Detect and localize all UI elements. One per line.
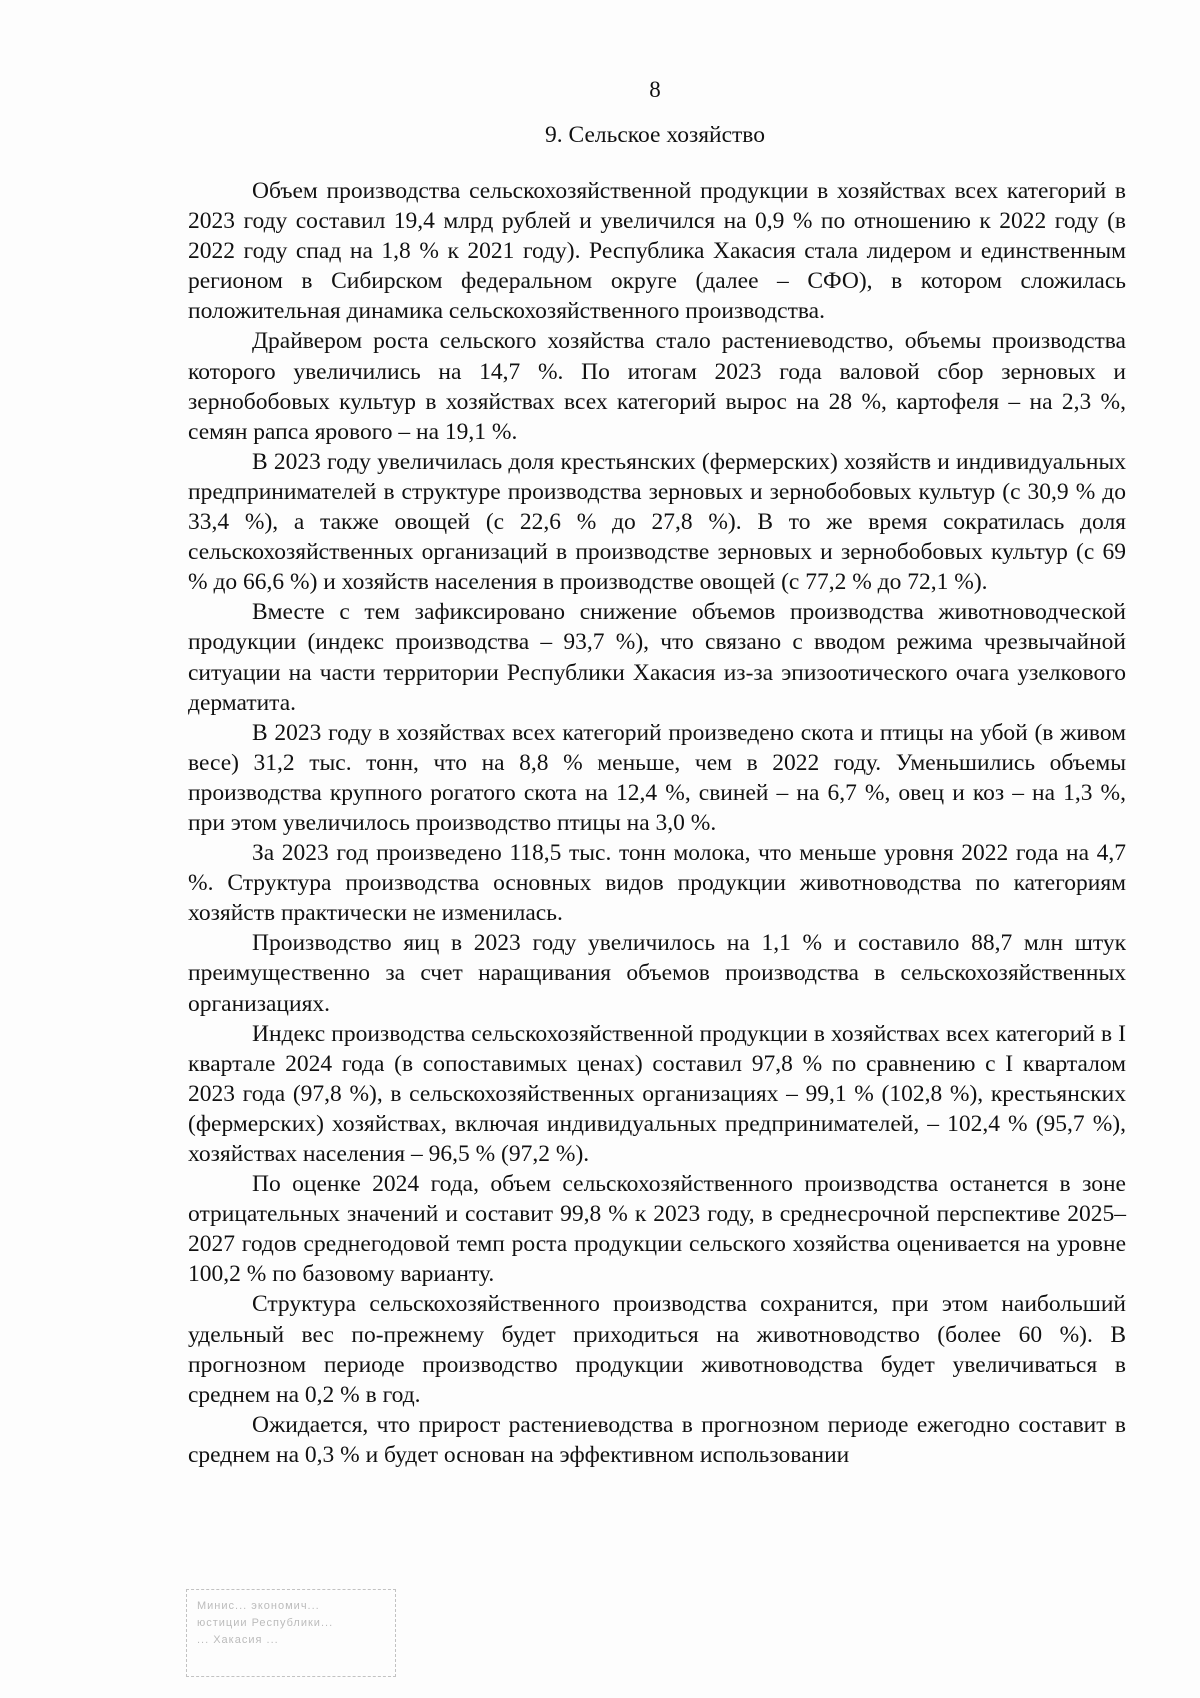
registration-stamp	[186, 1589, 396, 1677]
stamp-line: ... Хакасия ...	[197, 1634, 279, 1646]
paragraph-4: Вместе с тем зафиксировано снижение объемов производства животноводческой продукции (индекс производства – 93,7 %), что связано с вводом режима чрезвычайной ситуации на части территории Республики Хакасия из-за эпизоотического очага узелкового дерматита.	[188, 599, 1126, 716]
paragraph-9: По оценке 2024 года, объем сельскохозяйственного производства останется в зоне отрицательных значений и составит 99,8 % к 2023 году, в среднесрочной перспективе 2025–2027 годов среднегодовой темп роста продукции сельского хозяйства оценивается на уровне 100,2 % по базовому варианту.	[188, 1171, 1126, 1288]
stamp-line: Минис... экономич...	[197, 1600, 320, 1612]
paragraph-6: За 2023 год произведено 118,5 тыс. тонн молока, что меньше уровня 2022 года на 4,7 %. Структура производства основных видов продукции животноводства по категориям хозяйств практически не изменилась.	[188, 840, 1126, 927]
paragraph-3: В 2023 году увеличилась доля крестьянских (фермерских) хозяйств и индивидуальных предпринимателей в структуре производства зерновых и зернобобовых культур (с 30,9 % до 33,4 %), а также овощей (с 22,6 % до 27,8 %). В то же время сократилась доля сельскохозяйственных организаций в производстве зерновых и зернобобовых культур (с 69 % до 66,6 %) и хозяйств населения в производстве овощей (с 77,2 % до 72,1 %).	[188, 448, 1126, 596]
paragraph-5: В 2023 году в хозяйствах всех категорий произведено скота и птицы на убой (в живом весе) 31,2 тыс. тонн, что на 8,8 % меньше, чем в 2022 году. Уменьшились объемы производства крупного рогатого скота на 12,4 %, свиней – на 6,7 %, овец и коз – на 1,3 %, при этом увеличилось производство птицы на 3,0 %.	[188, 719, 1126, 836]
paragraph-11: Ожидается, что прирост растениеводства в прогнозном периоде ежегодно составит в среднем на 0,3 % и будет основан на эффективном использовании	[188, 1411, 1126, 1468]
paragraph-8: Индекс производства сельскохозяйственной продукции в хозяйствах всех категорий в I квартале 2024 года (в сопоставимых ценах) составил 97,8 % по сравнению с I кварталом 2023 года (97,8 %), в сельскохозяйственных организациях – 99,1 % (102,8 %), крестьянских (фермерских) хозяйствах, включая индивидуальных предпринимателей, – 102,4 % (95,7 %), хозяйствах населения – 96,5 % (97,2 %).	[188, 1020, 1126, 1167]
stamp-line: юстиции Республики...	[197, 1617, 334, 1629]
paragraph-2: Драйвером роста сельского хозяйства стало растениеводство, объемы производства которого увеличились на 14,7 %. По итогам 2023 года валовой сбор зерновых и зернобобовых культур в хозяйствах всех категорий вырос на 28 %, картофеля – на 2,3 %, семян рапса ярового – на 19,1 %.	[188, 328, 1126, 445]
paragraph-10: Структура сельскохозяйственного производства сохранится, при этом наибольший удельный вес по-прежнему будет приходиться на животноводство (более 60 %). В прогнозном периоде производство продукции животноводства будет увеличиваться в среднем на 0,2 % в год.	[188, 1291, 1126, 1408]
paragraph-7: Производство яиц в 2023 году увеличилось на 1,1 % и составило 88,7 млн штук преимущественно за счет наращивания объемов производства в сельскохозяйственных организациях.	[188, 930, 1126, 1017]
paragraph-1: Объем производства сельскохозяйственной продукции в хозяйствах всех категорий в 2023 году составил 19,4 млрд рублей и увеличился на 0,9 % по отношению к 2022 году (в 2022 году спад на 1,8 % к 2021 году). Республика Хакасия стала лидером и единственным регионом в Сибирском федеральном округе (далее – СФО), в котором сложилась положительная динамика сельскохозяйственного производства.	[188, 178, 1126, 325]
body-text	[188, 176, 1126, 1470]
page-number: 8	[649, 77, 661, 102]
section-title: 9. Сельское хозяйство	[545, 122, 765, 148]
